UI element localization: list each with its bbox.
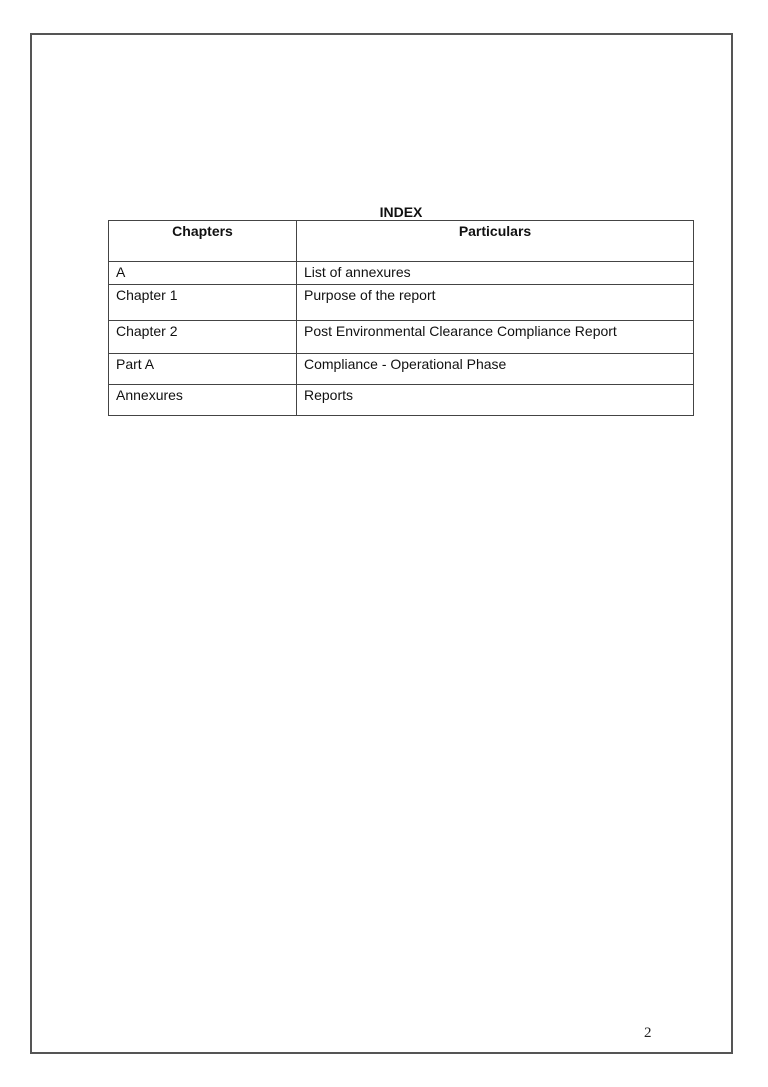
page-border (30, 33, 733, 1054)
chapter-cell: Chapter 1 (109, 285, 297, 321)
table-row (109, 285, 694, 321)
index-table (108, 220, 694, 416)
header-chapters: Chapters (109, 221, 297, 262)
table-header-row (109, 221, 694, 262)
table-row (109, 262, 694, 285)
chapter-cell: Chapter 2 (109, 321, 297, 354)
chapter-cell: A (109, 262, 297, 285)
particulars-cell: Purpose of the report (297, 285, 694, 321)
chapter-cell: Annexures (109, 385, 297, 416)
table-row (109, 385, 694, 416)
particulars-cell: Post Environmental Clearance Compliance Report (297, 321, 694, 354)
page-number: 2 (644, 1025, 652, 1041)
table-row (109, 354, 694, 385)
header-particulars: Particulars (297, 221, 694, 262)
chapter-cell: Part A (109, 354, 297, 385)
particulars-cell: Compliance - Operational Phase (297, 354, 694, 385)
table-row (109, 321, 694, 354)
particulars-cell: List of annexures (297, 262, 694, 285)
index-title: INDEX (379, 204, 423, 220)
particulars-cell: Reports (297, 385, 694, 416)
